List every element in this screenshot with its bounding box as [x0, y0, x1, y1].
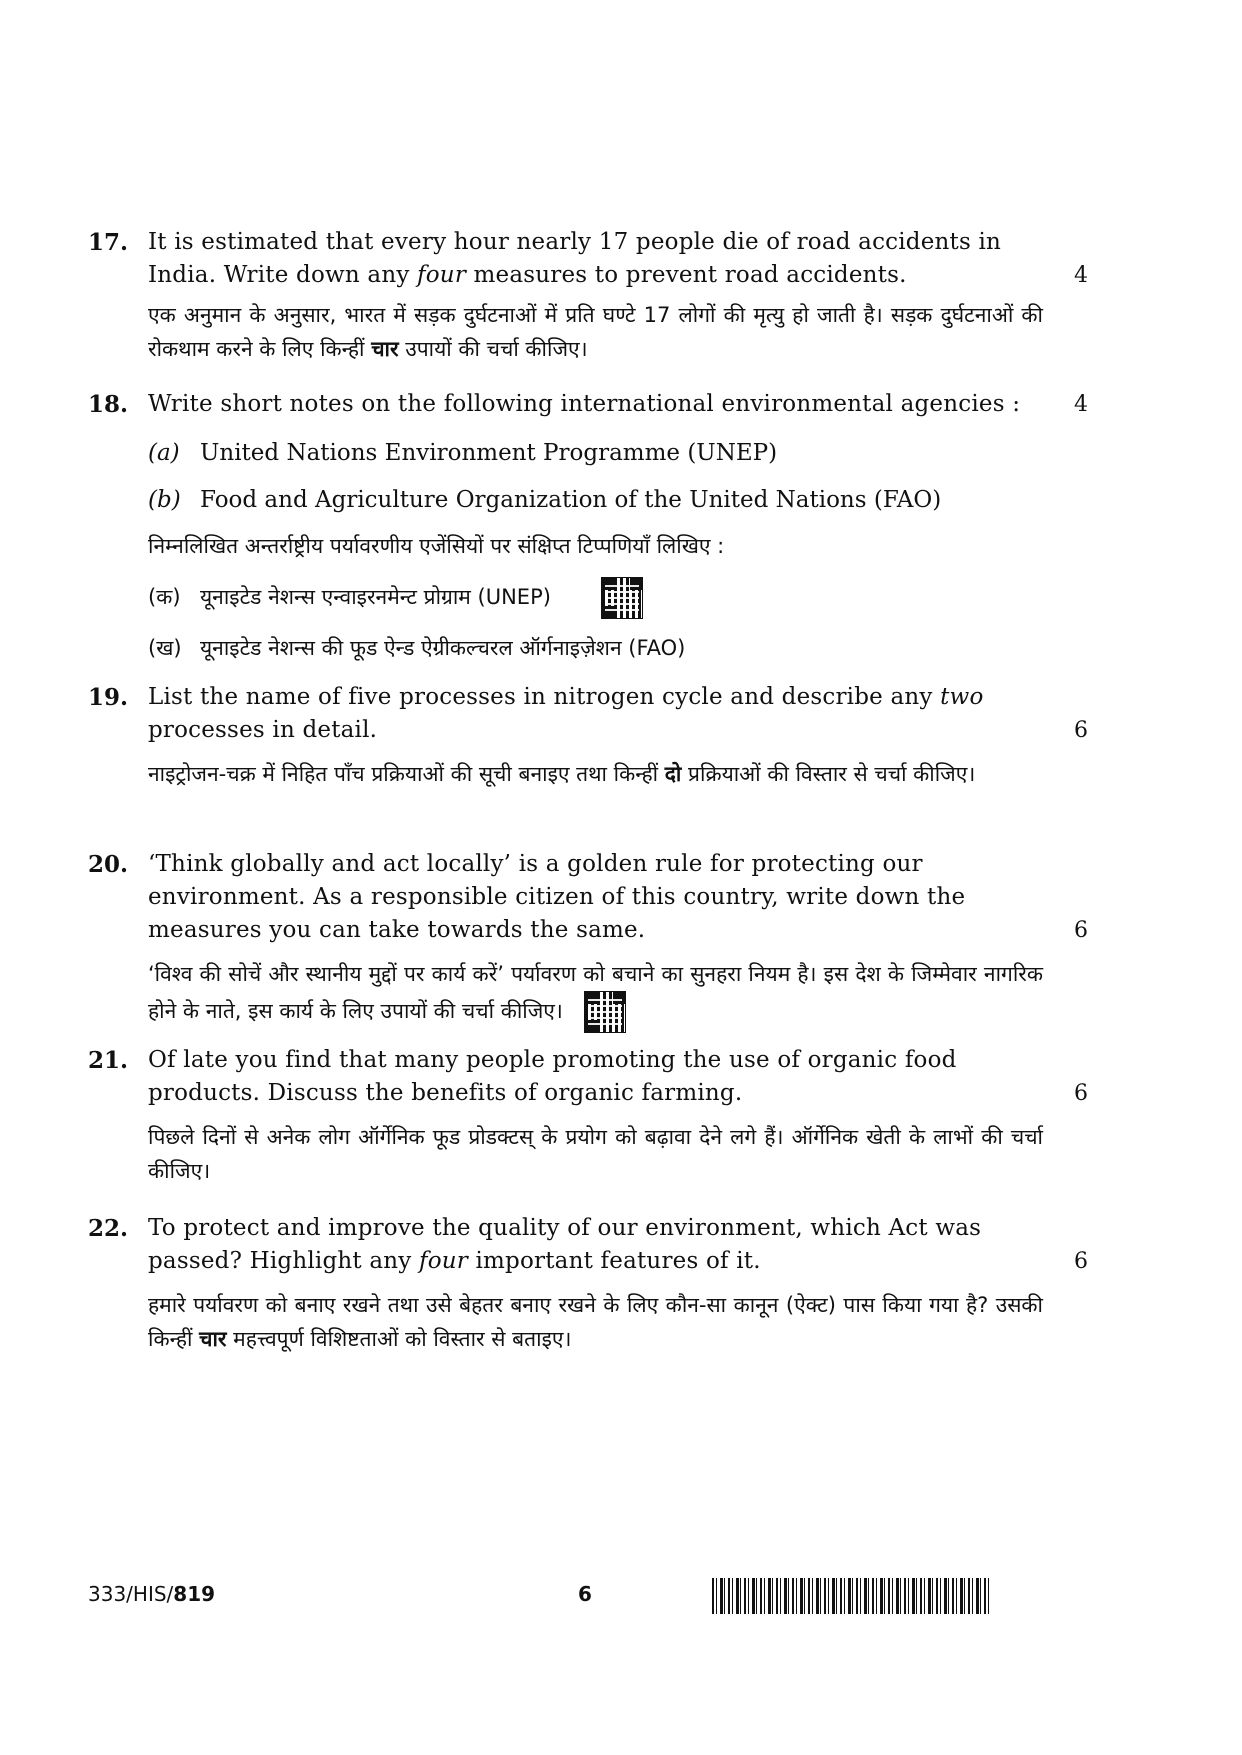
emphasis-text: four [419, 1248, 468, 1274]
paper-code-prefix: 333/HIS/ [88, 1582, 174, 1606]
qr-code-icon [601, 577, 643, 619]
question-body [148, 1044, 1043, 1188]
marks-label: 6 [1074, 1081, 1088, 1106]
sub-question-hindi-a [148, 577, 1043, 619]
sub-text: United Nations Environment Programme (UNEP) [200, 440, 778, 466]
text-line: products. Discuss the benefits of organic farming. [148, 1080, 743, 1106]
question-21 [88, 1044, 1088, 1188]
page-footer [88, 1582, 1088, 1622]
question-body [148, 848, 1043, 1033]
text-fragment: नाइट्रोजन-चक्र में निहित पाँच प्रक्रियाओं की सूची बनाइए तथा किन्हीं [148, 762, 665, 786]
question-text-english [148, 1044, 1043, 1110]
question-number: 19. [88, 684, 129, 711]
marks-label: 6 [1074, 918, 1088, 943]
question-18 [88, 388, 1088, 665]
sub-question-b [148, 484, 1043, 517]
question-body [148, 1212, 1043, 1356]
emphasis-text: two [940, 684, 984, 710]
question-body [148, 681, 1043, 791]
emphasis-text: चार [371, 337, 399, 361]
question-19 [88, 681, 1088, 791]
paper-code [88, 1582, 215, 1606]
question-text-english [148, 681, 1043, 747]
text-line [148, 1245, 1043, 1278]
qr-code-icon [584, 991, 626, 1033]
text-fragment: passed? Highlight any [148, 1248, 420, 1274]
text-line: measures you can take towards the same. [148, 917, 646, 943]
text-line: Of late you find that many people promoting the use of organic food [148, 1047, 957, 1073]
marks-label: 6 [1074, 718, 1088, 743]
text-fragment: उपायों की चर्चा कीजिए। [398, 337, 588, 361]
question-text-hindi [148, 298, 1043, 366]
question-text-hindi [148, 957, 1043, 1033]
question-number: 21. [88, 1047, 129, 1074]
text-fragment: ‘विश्व की सोचें और स्थानीय मुद्दों पर कार्य करें’ पर्यावरण को बचाने का सुनहरा नियम है। इस देश के जिम्मेवार नागरिक होने के नाते, इस कार्य के लिए उपायों की चर्चा कीजिए। [148, 962, 1043, 1023]
question-text-hindi: निम्नलिखित अन्तर्राष्ट्रीय पर्यावरणीय एजेंसियों पर संक्षिप्त टिप्पणियाँ लिखिए : [148, 534, 725, 558]
emphasis-text: चार [199, 1327, 227, 1351]
sub-text: Food and Agriculture Organization of the United Nations (FAO) [200, 487, 942, 513]
text-line [148, 681, 1043, 714]
question-body [148, 226, 1043, 366]
emphasis-text: दो [664, 762, 682, 786]
question-number: 20. [88, 851, 129, 878]
question-number: 22. [88, 1215, 129, 1242]
text-fragment: India. Write down any [148, 262, 418, 288]
question-text-english [148, 848, 1043, 947]
question-body [148, 388, 1043, 665]
sub-label: (क) [148, 585, 181, 609]
sub-text: यूनाइटेड नेशन्स एन्वाइरनमेन्ट प्रोग्राम (UNEP) [200, 585, 551, 609]
text-fragment: हमारे पर्यावरण को बनाए रखने तथा उसे बेहतर बनाए रखने के लिए कौन-सा कानून (ऐक्ट) पास किया गया है? उसकी किन्हीं [148, 1293, 1043, 1351]
question-number: 17. [88, 229, 129, 256]
marks-label: 4 [1074, 263, 1088, 288]
sub-question-a [148, 437, 1043, 470]
sub-label: (ख) [148, 636, 182, 660]
text-fragment: measures to prevent road accidents. [466, 262, 907, 288]
question-text-hindi [148, 1288, 1043, 1356]
text-line: processes in detail. [148, 717, 378, 743]
text-line: ‘Think globally and act locally’ is a golden rule for protecting our [148, 851, 923, 877]
question-text-hindi: पिछले दिनों से अनेक लोग ऑर्गेनिक फूड प्रोडक्टस् के प्रयोग को बढ़ावा देने लगे हैं। ऑर्गेनिक खेती के लाभों की चर्चा कीजिए। [148, 1125, 1043, 1183]
text-line: It is estimated that every hour nearly 17 people die of road accidents in [148, 229, 1002, 255]
text-line [148, 259, 1043, 292]
paper-code-number: 819 [173, 1582, 216, 1606]
page-number: 6 [578, 1582, 592, 1606]
sub-text: यूनाइटेड नेशन्स की फूड ऐन्ड ऐग्रीकल्चरल ऑर्गनाइज़ेशन (FAO) [200, 636, 686, 660]
emphasis-text: four [417, 262, 467, 288]
text-fragment: एक अनुमान के अनुसार, भारत में सड़क दुर्घटनाओं में प्रति घण्टे 17 लोगों की मृत्यु हो जाती है। सड़क दुर्घटनाओं की रोकथाम करने के लिए किन्हीं [148, 303, 1043, 361]
sub-label: (a) [148, 440, 180, 466]
question-22 [88, 1212, 1088, 1356]
text-fragment: List the name of five processes in nitrogen cycle and describe any [148, 684, 941, 710]
text-line: To protect and improve the quality of our environment, which Act was [148, 1215, 982, 1241]
question-17 [88, 226, 1088, 366]
question-text-hindi [148, 757, 1043, 791]
text-fragment: प्रक्रियाओं की विस्तार से चर्चा कीजिए। [681, 762, 976, 786]
question-20 [88, 848, 1088, 1033]
text-fragment: important features of it. [467, 1248, 761, 1274]
sub-label: (b) [148, 487, 181, 513]
marks-label: 4 [1074, 392, 1088, 417]
text-fragment: महत्त्वपूर्ण विशिष्टताओं को विस्तार से बताइए। [226, 1327, 572, 1351]
question-text-english [148, 226, 1043, 292]
question-text-english: Write short notes on the following international environmental agencies : [148, 391, 1021, 417]
text-line: environment. As a responsible citizen of this country, write down the [148, 884, 966, 910]
sub-question-hindi-b [148, 631, 1043, 665]
barcode-icon [712, 1578, 992, 1614]
marks-label: 6 [1074, 1249, 1088, 1274]
question-text-english [148, 1212, 1043, 1278]
question-number: 18. [88, 391, 129, 418]
